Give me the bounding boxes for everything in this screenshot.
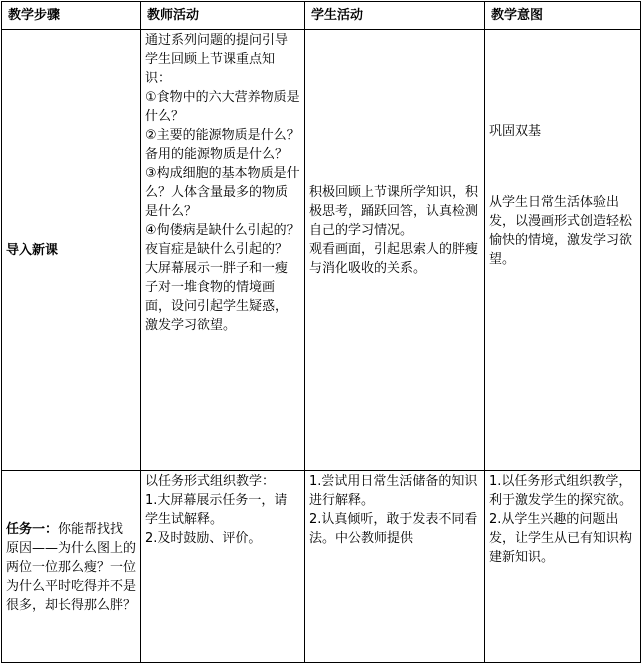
header-step: 教学步骤 bbox=[2, 2, 141, 30]
teacher-line: ③构成细胞的基本物质是什么？人体含量最多的物质是什么？ bbox=[145, 166, 300, 219]
teacher-line: ④佝偻病是缺什么引起的？夜盲症是缺什么引起的？大屏幕展示一胖子和一瘦子对一堆食物的情境画面，设问引起学生疑惑，激发学习欲望。 bbox=[145, 223, 300, 333]
header-teacher: 教师活动 bbox=[141, 2, 305, 30]
intent-cell bbox=[485, 471, 641, 663]
header-student: 学生活动 bbox=[305, 2, 485, 30]
task-text: 你能帮找找原因——为什么图上的两位一位那么瘦？一位为什么平时吃得并不是很多，却长得那么胖？ bbox=[6, 521, 137, 613]
teacher-line: 1.大屏幕展示任务一，请学生试解释。 bbox=[145, 493, 288, 527]
intent-cell bbox=[485, 30, 641, 471]
student-line: 1.尝试用日常生活储备的知识进行解释。 bbox=[309, 474, 478, 508]
student-line: 积极回顾上节课所学知识，积极思考，踊跃回答，认真检测自己的学习情况。 bbox=[309, 185, 479, 238]
step-label: 导入新课 bbox=[6, 243, 59, 258]
student-cell bbox=[305, 30, 485, 471]
teacher-cell bbox=[141, 471, 305, 663]
student-line: 观看画面，引起思索人的胖瘦与消化吸收的关系。 bbox=[309, 242, 479, 276]
teacher-line: ①食物中的六大营养物质是什么？ bbox=[145, 90, 300, 124]
teacher-line: 通过系列问题的提问引导学生回顾上节课重点知识： bbox=[145, 33, 289, 86]
student-cell bbox=[305, 471, 485, 663]
teacher-line: 2.及时鼓励、评价。 bbox=[145, 531, 262, 546]
student-line: 2.认真倾听，敢于发表不同看法。中公教师提供 bbox=[309, 512, 478, 546]
lesson-plan-table bbox=[1, 1, 641, 663]
header-intent: 教学意图 bbox=[485, 2, 641, 30]
intent-line: 2.从学生兴趣的问题出发，让学生从已有知识构建新知识。 bbox=[489, 512, 633, 565]
intent-line: 从学生日常生活体验出发，以漫画形式创造轻松愉快的情境，激发学习欲望。 bbox=[489, 195, 633, 267]
teacher-line: 以任务形式组织教学： bbox=[145, 474, 276, 489]
table-row bbox=[2, 471, 641, 663]
teacher-line: ②主要的能源物质是什么？备用的能源物质是什么？ bbox=[145, 128, 300, 162]
task-label: 任务一： bbox=[6, 521, 59, 537]
intent-line: 巩固双基 bbox=[489, 124, 542, 139]
table-row bbox=[2, 30, 641, 471]
intent-line: 1.以任务形式组织教学，利于激发学生的探究欲。 bbox=[489, 474, 633, 508]
step-cell bbox=[2, 30, 141, 471]
header-row bbox=[2, 2, 641, 30]
step-cell bbox=[2, 471, 141, 663]
teacher-cell bbox=[141, 30, 305, 471]
